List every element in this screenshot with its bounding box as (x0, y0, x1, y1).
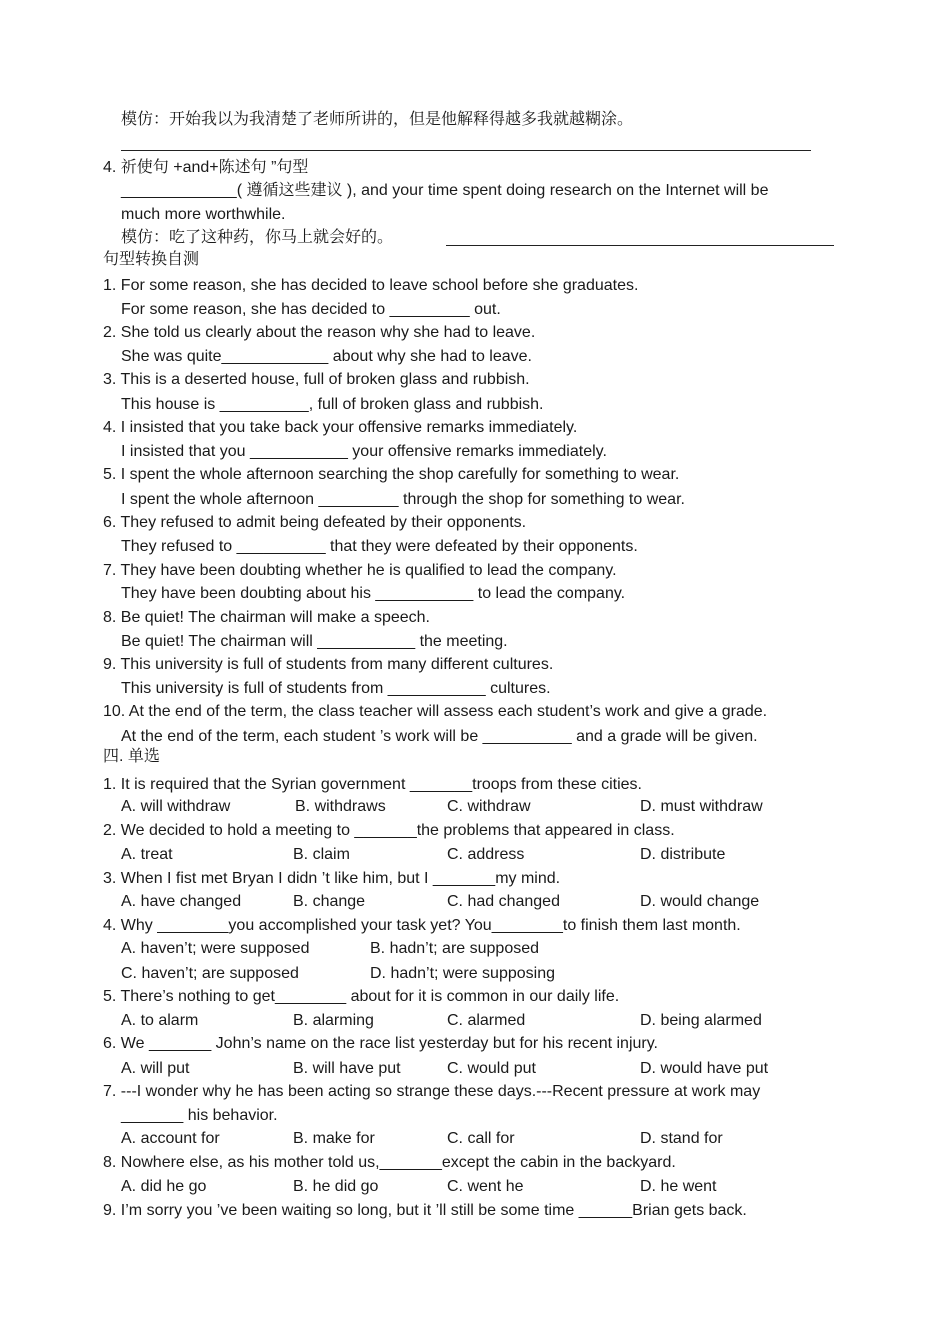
mc-q4-stem: 4. Why ________you accomplished your task yet? You________to finish them last month. (103, 917, 741, 934)
conversion-a7[interactable]: They have been doubting about his ___________ to lead the company. (121, 585, 626, 602)
item4-heading: 4. 祈使句 +and+陈述句 ”句型 (103, 159, 309, 176)
mc-q3-stem: 3. When I fist met Bryan I didn ’t like him, but I _______my mind. (103, 870, 561, 887)
mc-q5-option-c[interactable]: C. alarmed (447, 1012, 526, 1029)
mc-q1-option-b[interactable]: B. withdraws (295, 798, 386, 815)
mc-q6-option-b[interactable]: B. will have put (293, 1060, 401, 1077)
conversion-a5[interactable]: I spent the whole afternoon _________ through the shop for something to wear. (121, 491, 685, 508)
conversion-a1[interactable]: For some reason, she has decided to _________ out. (121, 301, 501, 318)
item4-line2: much more worthwhile. (121, 206, 286, 223)
mc-q2-option-b[interactable]: B. claim (293, 846, 350, 863)
item4-blank[interactable]: _____________ (121, 182, 237, 199)
mc-q7-option-b[interactable]: B. make for (293, 1130, 375, 1147)
mc-q6-option-d[interactable]: D. would have put (640, 1060, 769, 1077)
answer-line-1[interactable] (121, 150, 811, 151)
conversion-q1: 1. For some reason, she has decided to leave school before she graduates. (103, 277, 639, 294)
conversion-a4[interactable]: I insisted that you ___________ your offensive remarks immediately. (121, 443, 607, 460)
mc-q7-option-a[interactable]: A. account for (121, 1130, 220, 1147)
mc-q4-option-a[interactable]: A. haven’t; were supposed (121, 940, 310, 957)
conversion-q5: 5. I spent the whole afternoon searching the shop carefully for something to wear. (103, 466, 680, 483)
mc-q3-option-b[interactable]: B. change (293, 893, 366, 910)
mc-q1-option-a[interactable]: A. will withdraw (121, 798, 231, 815)
mc-q8-stem: 8. Nowhere else, as his mother told us,_______except the cabin in the backyard. (103, 1154, 676, 1171)
conversion-heading: 句型转换自测 (103, 251, 200, 268)
mc-q4-option-b[interactable]: B. hadn’t; are supposed (370, 940, 540, 957)
item4-line1 (121, 181, 768, 201)
mc-q8-option-c[interactable]: C. went he (447, 1178, 524, 1195)
conversion-q4: 4. I insisted that you take back your offensive remarks immediately. (103, 419, 578, 436)
mc-q8-option-d[interactable]: D. he went (640, 1178, 717, 1195)
mc-q9-stem: 9. I’m sorry you ’ve been waiting so long, but it ’ll still be some time ______Brian gets back. (103, 1202, 747, 1219)
mc-heading: 四. 单选 (103, 748, 160, 765)
conversion-q9: 9. This university is full of students from many different cultures. (103, 656, 554, 673)
conversion-a9[interactable]: This university is full of students from ___________ cultures. (121, 680, 551, 697)
mc-q2-stem: 2. We decided to hold a meeting to _______the problems that appeared in class. (103, 822, 675, 839)
mc-q8-option-b[interactable]: B. he did go (293, 1178, 379, 1195)
conversion-a3[interactable]: This house is __________, full of broken glass and rubbish. (121, 396, 544, 413)
conversion-a2[interactable]: She was quite____________ about why she had to leave. (121, 348, 532, 365)
mc-q3-option-d[interactable]: D. would change (640, 893, 760, 910)
mc-q1-option-c[interactable]: C. withdraw (447, 798, 531, 815)
imitate-sentence-2: 模仿：吃了这种药，你马上就会好的。 (121, 229, 394, 246)
mc-q6-option-a[interactable]: A. will put (121, 1060, 190, 1077)
mc-q6-option-c[interactable]: C. would put (447, 1060, 536, 1077)
imitate-sentence-1: 模仿：开始我以为我清楚了老师所讲的，但是他解释得越多我就越糊涂。 (121, 111, 634, 128)
mc-q2-option-d[interactable]: D. distribute (640, 846, 726, 863)
mc-q1-option-d[interactable]: D. must withdraw (640, 798, 763, 815)
mc-q8-option-a[interactable]: A. did he go (121, 1178, 207, 1195)
conversion-q6: 6. They refused to admit being defeated by their opponents. (103, 514, 527, 531)
conversion-q7: 7. They have been doubting whether he is qualified to lead the company. (103, 562, 617, 579)
conversion-a8[interactable]: Be quiet! The chairman will ___________ the meeting. (121, 633, 508, 650)
mc-q7-option-c[interactable]: C. call for (447, 1130, 515, 1147)
mc-q5-option-a[interactable]: A. to alarm (121, 1012, 199, 1029)
mc-q1-stem: 1. It is required that the Syrian government _______troops from these cities. (103, 776, 642, 793)
mc-q7-option-d[interactable]: D. stand for (640, 1130, 723, 1147)
mc-q2-option-a[interactable]: A. treat (121, 846, 173, 863)
mc-q2-option-c[interactable]: C. address (447, 846, 525, 863)
mc-q3-option-c[interactable]: C. had changed (447, 893, 560, 910)
mc-q7-stem: 7. ---I wonder why he has been acting so strange these days.---Recent pressure at work may (103, 1083, 761, 1100)
answer-line-2[interactable] (446, 245, 834, 246)
conversion-q3: 3. This is a deserted house, full of broken glass and rubbish. (103, 371, 530, 388)
mc-q7-stem-continued: _______ his behavior. (121, 1107, 278, 1124)
mc-q5-stem: 5. There’s nothing to get________ about for it is common in our daily life. (103, 988, 620, 1005)
conversion-a10[interactable]: At the end of the term, each student ’s work will be __________ and a grade will be given. (121, 728, 758, 745)
mc-q6-stem: 6. We _______ John’s name on the race list yesterday but for his recent injury. (103, 1035, 658, 1052)
mc-q4-option-d[interactable]: D. hadn’t; were supposing (370, 965, 555, 982)
mc-q5-option-d[interactable]: D. being alarmed (640, 1012, 762, 1029)
item4-line1-text: ( 遵循这些建议 ), and your time spent doing research on the Internet will be (236, 182, 769, 199)
mc-q5-option-b[interactable]: B. alarming (293, 1012, 374, 1029)
conversion-q2: 2. She told us clearly about the reason why she had to leave. (103, 324, 536, 341)
conversion-a6[interactable]: They refused to __________ that they were defeated by their opponents. (121, 538, 638, 555)
mc-q4-option-c[interactable]: C. haven’t; are supposed (121, 965, 299, 982)
conversion-q8: 8. Be quiet! The chairman will make a speech. (103, 609, 430, 626)
conversion-q10: 10. At the end of the term, the class teacher will assess each student’s work and give a grade. (103, 703, 768, 720)
mc-q3-option-a[interactable]: A. have changed (121, 893, 242, 910)
